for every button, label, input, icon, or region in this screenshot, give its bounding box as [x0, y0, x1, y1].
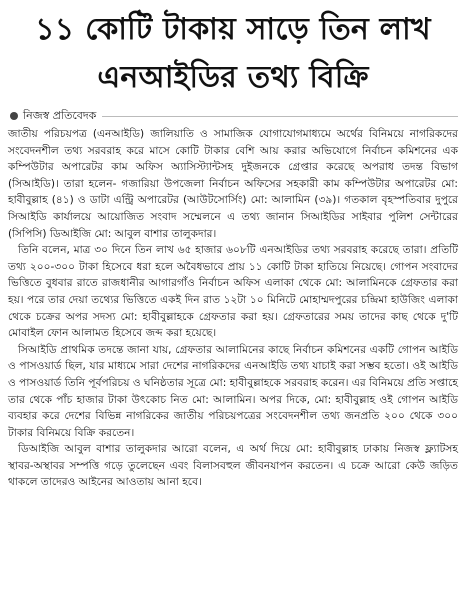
headline [0, 0, 466, 102]
article-body [8, 126, 458, 491]
headline-line-1: ১১ কোটি টাকায় সাড়ে তিন লাখ [35, 12, 431, 47]
article-paragraph-1: জাতীয় পরিচয়পত্র (এনআইডি) জালিয়াতি ও সামাজিক যোগাযোগমাধ্যমে অর্থের বিনিময়ে নাগরিকদের সংবেদনশীল তথ্য সরবরাহ করে মাসে কোটি টাকার বেশি আয় করার অভিযোগে নির্বাচন কমিশনের এক কম্পিউটার অপারেটর কাম অফিস অ্যাসিস্ট্যান্টসহ দুইজনকে গ্রেপ্তার করেছে অপরাধ তদন্ত বিভাগ (সিআইডি)। তারা হলেন- গজারিয়া উপজেলা নির্বাচন অফিসের সহকারী কাম কম্পিউটার অপারেটর মো: হাবীবুল্লাহ (৪১) ও ডাটা এন্ট্রি অপারেটর (আউটসোর্সিং) মো: আলামিন (৩৯)। গতকাল বৃহস্পতিবার দুপুরে সিআইডি কার্যালয়ে আয়োজিত সংবাদ সম্মেলনে এ তথ্য জানান সিআইডির সাইবার পুলিশ সেন্টারের (সিপিসি) ডিআইজি মো: আবুল বাশার তালুকদার। [8, 128, 458, 240]
bullet-icon [10, 112, 18, 120]
byline-divider [102, 116, 458, 117]
article-paragraph-4: ডিআইজি আবুল বাশার তালুকদার আরো বলেন, এ অর্থ দিয়ে মো: হাবীবুল্লাহ ঢাকায় নিজস্ব ফ্ল্যাটসহ স্থাবর-অস্থাবর সম্পত্তি গড়ে তুলেছেন এবং বিলাসবহুল জীবনযাপন করতেন। এ চক্রে আরো কেউ জড়িত থাকলে তাদেরও আইনের আওতায় আনা হবে। [8, 443, 458, 489]
byline [8, 108, 458, 124]
headline-line-2: এনআইডির তথ্য বিক্রি [97, 60, 369, 95]
article-paragraph-3: সিআইডি প্রাথমিক তদন্তে জানা যায়, গ্রেফতার আলামিনের কাছে নির্বাচন কমিশনের একটি গোপন আইডি ও পাসওয়ার্ড ছিল, যার মাধ্যমে সারা দেশের নাগরিকদের এনআইডি তথ্য যাচাই করা সম্ভব হতো। ওই আইডি ও পাসওয়ার্ড তিনি পূর্বপরিচয় ও ঘনিষ্ঠতার সূত্রে মো: হাবীবুল্লাহকে সরবরাহ করেন। এর বিনিময়ে প্রতি সপ্তাহে তার থেকে পাঁচ হাজার টাকা উৎকোচ নিত মো: আলামিন। অপর দিকে, মো: হাবীবুল্লাহ ওই গোপন আইডি ব্যবহার করে দেশের বিভিন্ন নাগরিকের জাতীয় পরিচয়পত্রের সংবেদনশীল তথ্য জনপ্রতি ২০০ থেকে ৩০০ টাকার বিনিময়ে বিক্রি করতেন। [8, 343, 458, 439]
article-paragraph-2: তিনি বলেন, মাত্র ৩০ দিনে তিন লাখ ৬৫ হাজার ৬০৮টি এনআইডির তথ্য সরবরাহ করেছে তারা। প্রতিটি তথ্য ২০০-৩০০ টাকা হিসেবে ধরা হলে অবৈধভাবে প্রায় ১১ কোটি টাকা হাতিয়ে নিয়েছে। গোপন সংবাদের ভিত্তিতে বুধবার রাতে রাজধানীর আগারগাঁও নির্বাচন অফিস এলাকা থেকে মো: আলামিনকে গ্রেফতার করা হয়। পরে তার দেয়া তথ্যের ভিত্তিতে একই দিন রাত ১২টা ১০ মিনিটে মোহাম্মদপুরের চন্দ্রিমা হাউজিং এলাকা থেকে চক্রের অপর সদস্য মো: হাবীবুল্লাহকে গ্রেফতার করা হয়। গ্রেফতারের সময় তাদের কাছ থেকে দু'টি মোবাইল ফোন আলামত হিসেবে জব্দ করা হয়েছে। [8, 244, 458, 340]
byline-text: নিজস্ব প্রতিবেদক [23, 108, 97, 122]
